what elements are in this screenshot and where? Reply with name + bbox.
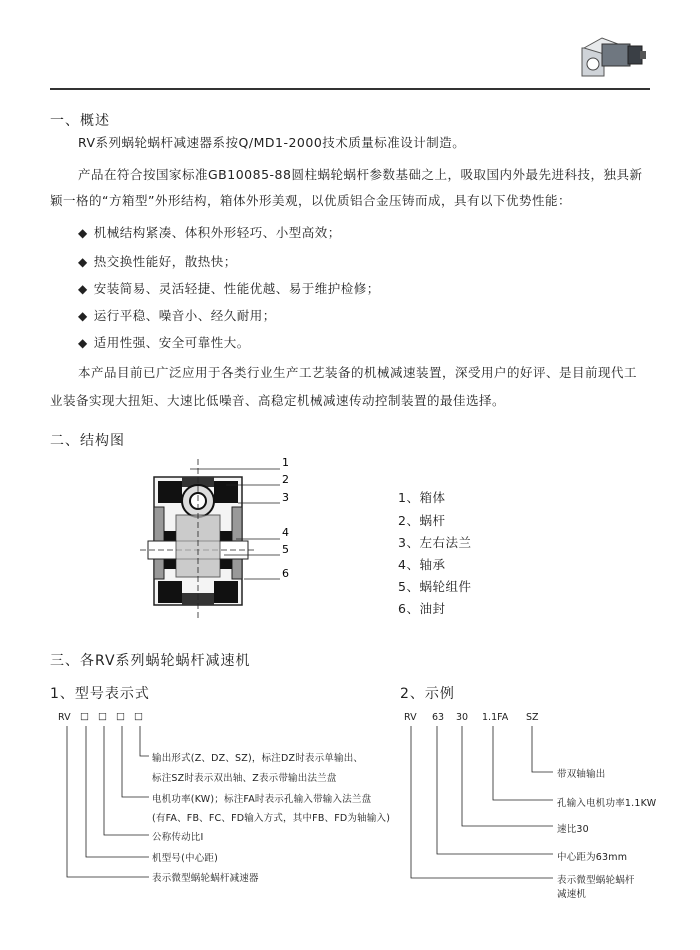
designation-box: □ bbox=[80, 711, 89, 722]
designation-prefix: RV bbox=[58, 712, 71, 723]
designation-note: 公称传动比I bbox=[152, 832, 204, 843]
callout-5: 5 bbox=[282, 543, 289, 556]
designation-box: □ bbox=[98, 711, 107, 722]
example-leader-lines bbox=[405, 722, 555, 882]
example-note: 速比30 bbox=[557, 824, 589, 835]
legend-item: 1、箱体 bbox=[398, 490, 446, 505]
designation-leader-lines bbox=[55, 722, 165, 880]
designation-heading: 1、型号表示式 bbox=[50, 686, 150, 702]
overview-paragraph-2-line-2: 颖一格的“方箱型”外形结构，箱体外形美观，以优质铝合金压铸而成，具有以下优势性能： bbox=[50, 193, 571, 208]
callout-6: 6 bbox=[282, 567, 289, 580]
example-code: 30 bbox=[456, 712, 469, 723]
feature-bullet: ◆ 热交换性能好，散热快； bbox=[78, 254, 237, 269]
example-note: 孔输入电机功率1.1KW bbox=[557, 798, 657, 809]
feature-bullet: ◆ 安装简易、灵活轻捷、性能优越、易于维护检修； bbox=[78, 281, 380, 296]
example-note: 表示微型蜗轮蜗杆 bbox=[557, 875, 635, 886]
legend-item: 6、油封 bbox=[398, 601, 446, 616]
section-heading-structure: 二、结构图 bbox=[50, 433, 125, 449]
header-rule bbox=[50, 88, 650, 90]
example-note: 带双轴输出 bbox=[557, 769, 606, 780]
example-code: RV bbox=[404, 712, 417, 723]
feature-bullet: ◆ 运行平稳、噪音小、经久耐用； bbox=[78, 308, 276, 323]
legend-item: 2、蜗杆 bbox=[398, 513, 446, 528]
designation-box: □ bbox=[134, 711, 143, 722]
feature-bullet: ◆ 机械结构紧凑、体积外形轻巧、小型高效； bbox=[78, 225, 341, 240]
diamond-icon: ◆ bbox=[78, 336, 88, 350]
example-code: 63 bbox=[432, 712, 445, 723]
diamond-icon: ◆ bbox=[78, 226, 88, 240]
example-note: 减速机 bbox=[557, 889, 587, 900]
feature-bullet: ◆ 适用性强、安全可靠性大。 bbox=[78, 335, 250, 350]
legend-item: 3、左右法兰 bbox=[398, 535, 472, 550]
designation-note: 表示微型蜗轮蜗杆减速器 bbox=[152, 873, 259, 884]
example-note: 中心距为63mm bbox=[557, 852, 628, 863]
overview-paragraph-1: RV系列蜗轮蜗杆减速器系按Q/MD1-2000技术质量标准设计制造。 bbox=[78, 135, 466, 150]
legend-item: 4、轴承 bbox=[398, 557, 446, 572]
structure-cross-section-diagram bbox=[140, 455, 310, 625]
callout-2: 2 bbox=[282, 473, 289, 486]
designation-note: 标注SZ时表示双出轴、Z表示带输出法兰盘 bbox=[152, 773, 337, 784]
overview-paragraph-3-line-2: 业装备实现大扭矩、大速比低噪音、高稳定机械减速传动控制装置的最佳选择。 bbox=[50, 393, 506, 408]
diamond-icon: ◆ bbox=[78, 282, 88, 296]
designation-note: 机型号(中心距) bbox=[152, 853, 219, 864]
callout-4: 4 bbox=[282, 526, 289, 539]
example-code: 1.1FA bbox=[482, 712, 509, 723]
example-code: SZ bbox=[526, 712, 539, 723]
designation-note: 输出形式(Z、DZ、SZ)，标注DZ时表示单输出、 bbox=[152, 753, 364, 764]
section-heading-overview: 一、概述 bbox=[50, 113, 110, 129]
designation-note: (有FA、FB、FC、FD输入方式，其中FB、FD为轴输入) bbox=[152, 813, 391, 824]
callout-3: 3 bbox=[282, 491, 289, 504]
diamond-icon: ◆ bbox=[78, 255, 88, 269]
callout-1: 1 bbox=[282, 456, 289, 469]
section-heading-models: 三、各RV系列蜗轮蜗杆减速机 bbox=[50, 653, 251, 669]
gearbox-thumbnail bbox=[578, 34, 650, 86]
overview-paragraph-3-line-1: 本产品目前已广泛应用于各类行业生产工艺装备的机械减速装置，深受用户的好评、是目前现代工 bbox=[78, 365, 638, 380]
designation-box: □ bbox=[116, 711, 125, 722]
example-heading: 2、示例 bbox=[400, 686, 455, 702]
designation-note: 电机功率(KW)；标注FA时表示孔输入带输入法兰盘 bbox=[152, 794, 372, 805]
legend-item: 5、蜗轮组件 bbox=[398, 579, 472, 594]
overview-paragraph-2-line-1: 产品在符合按国家标准GB10085-88圆柱蜗轮蜗杆参数基础之上，吸取国内外最先进科技，独具新 bbox=[78, 167, 643, 182]
diamond-icon: ◆ bbox=[78, 309, 88, 323]
